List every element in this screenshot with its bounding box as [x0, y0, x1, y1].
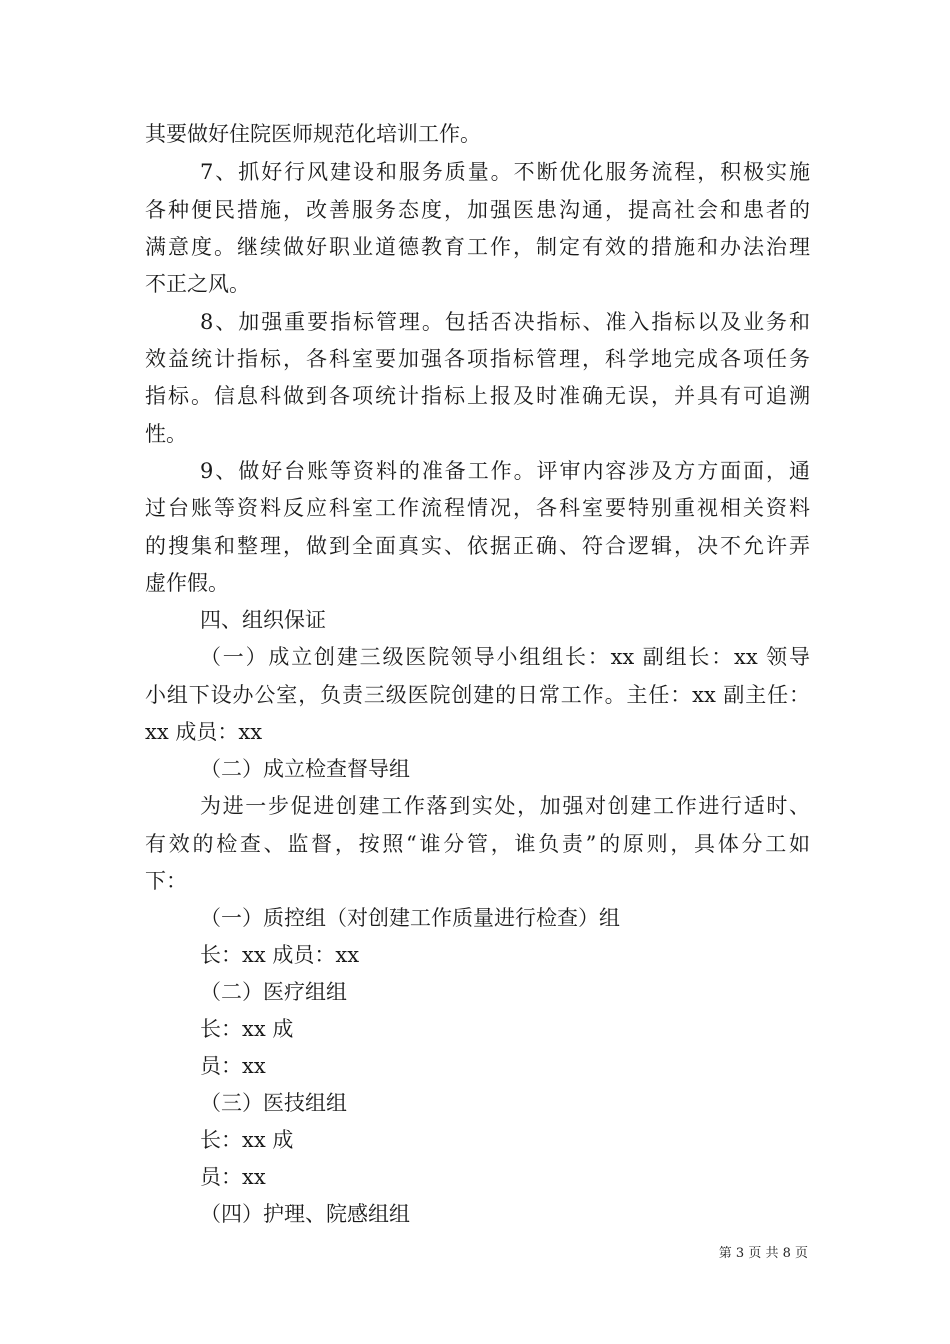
group-line: 长：xx 成 [200, 1017, 294, 1041]
group-line: （一）质控组（对创建工作质量进行检查）组 [200, 906, 620, 930]
group-line: 长：xx 成 [200, 1128, 294, 1152]
group-line: 员：xx [200, 1054, 266, 1078]
section-heading: 四、组织保证 [200, 608, 326, 632]
text-line: 效益统计指标，各科室要加强各项指标管理，科学地完成各项任务 [145, 347, 810, 371]
text-line: 虚作假。 [145, 571, 229, 595]
text-line: 小组下设办公室，负责三级医院创建的日常工作。主任：xx 副主任： [145, 683, 810, 707]
text-line: 不正之风。 [145, 272, 250, 296]
text-line: 性。 [145, 422, 187, 446]
text-line: xx 成员：xx [145, 720, 263, 744]
paragraph-9-line-1: 9、做好台账等资料的准备工作。评审内容涉及方方面面，通 [200, 459, 810, 483]
text-line: 的搜集和整理，做到全面真实、依据正确、符合逻辑，决不允许弄 [145, 534, 810, 558]
group-line: （二）医疗组组 [200, 980, 347, 1004]
text-line: 过台账等资料反应科室工作流程情况，各科室要特别重视相关资料 [145, 496, 810, 520]
group-line: （三）医技组组 [200, 1091, 347, 1115]
paragraph-7-line-1: 7、抓好行风建设和服务质量。不断优化服务流程，积极实施 [200, 160, 810, 184]
subsection-heading: （二）成立检查督导组 [200, 757, 410, 781]
group-line: （四）护理、院感组组 [200, 1202, 410, 1226]
text-line: 下： [145, 869, 187, 893]
text-line: 为进一步促进创建工作落到实处，加强对创建工作进行适时、 [200, 794, 810, 818]
text-line: 满意度。继续做好职业道德教育工作，制定有效的措施和办法治理 [145, 235, 810, 259]
group-line: 员：xx [200, 1165, 266, 1189]
text-line: 有效的检查、监督，按照“谁分管，谁负责”的原则，具体分工如 [145, 832, 810, 856]
text-line: 其要做好住院医师规范化培训工作。 [145, 122, 481, 146]
text-line: （一）成立创建三级医院领导小组组长：xx 副组长：xx 领导 [200, 645, 810, 669]
paragraph-8-line-1: 8、加强重要指标管理。包括否决指标、准入指标以及业务和 [200, 310, 810, 334]
page-number: 第 3 页 共 8 页 [718, 1246, 808, 1261]
group-line: 长：xx 成员：xx [200, 943, 360, 967]
text-line: 指标。信息科做到各项统计指标上报及时准确无误，并具有可追溯 [145, 384, 810, 408]
text-line: 各种便民措施，改善服务态度，加强医患沟通，提高社会和患者的 [145, 198, 810, 222]
